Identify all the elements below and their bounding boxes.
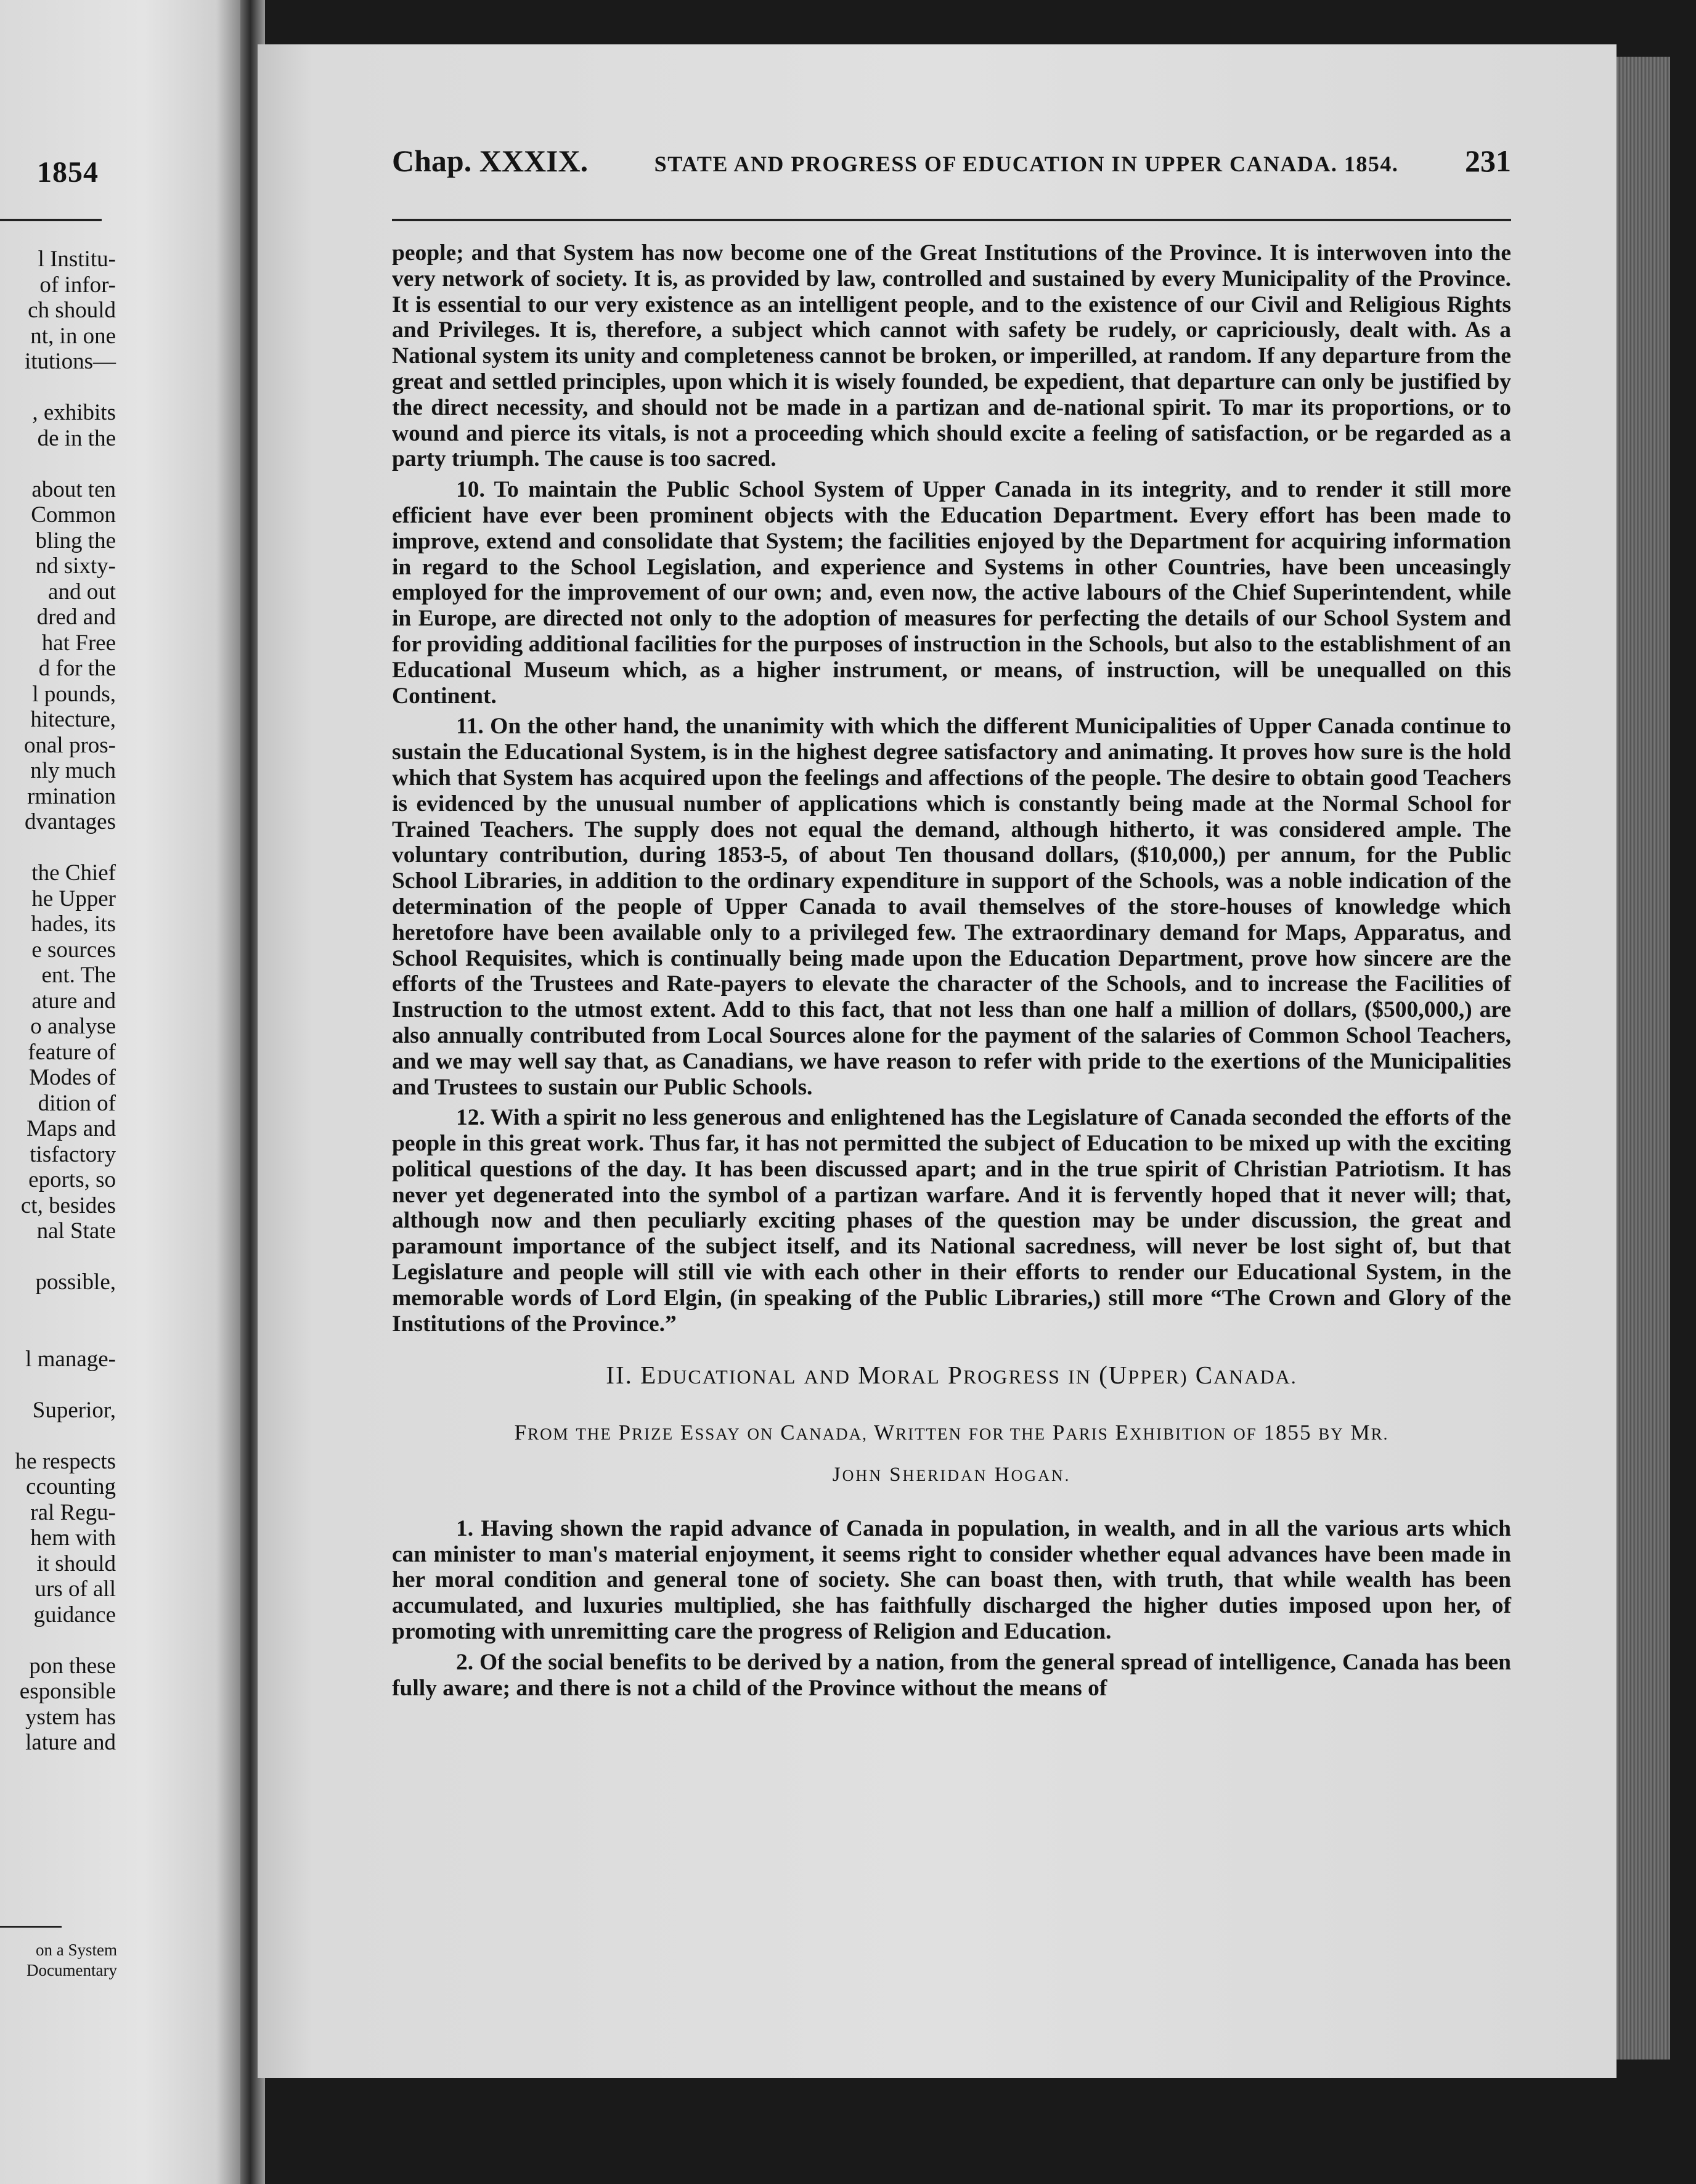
previous-page-line: he Upper (31, 886, 116, 911)
previous-page-line: urs of all (35, 1576, 116, 1602)
heading-word-rest: XHIBITION (1129, 1425, 1227, 1444)
heading-word-rest: RIZE (632, 1425, 674, 1444)
previous-page-line: d for the (38, 656, 116, 681)
heading-word-rest: THE (576, 1425, 612, 1444)
previous-page-footnote-rule (0, 1926, 62, 1928)
previous-page-line: dition of (38, 1090, 116, 1116)
heading-word (948, 1361, 1061, 1389)
heading-word-initial: C (1195, 1361, 1214, 1390)
heading-word-rest: R. (1371, 1425, 1389, 1444)
heading-word-initial: M (858, 1361, 882, 1390)
paragraph-s1: 1. Having shown the rapid advance of Canada in population, in wealth, and in all the various arts which can minister to man's material enjoyment, it seems right to consider whether equal advances have been made in her moral condition and general tone of society. She can boast then, with truth, that while wealth has been accumulated, and luxuries multiplied, she has faithfully discharged the higher duties imposed upon her, of promoting with unremitting care the progress of Religion and Education. (392, 1515, 1511, 1645)
previous-page-line: dvantages (25, 809, 116, 834)
section-subheading (392, 1420, 1511, 1448)
heading-word-rest: PPER) (1128, 1366, 1188, 1388)
heading-word (515, 1420, 569, 1444)
heading-word-initial: P (1052, 1420, 1066, 1445)
previous-page-line: hat Free (41, 630, 116, 656)
heading-word-initial: C (780, 1420, 796, 1445)
heading-word (1263, 1420, 1311, 1444)
paragraph-10: 10. To maintain the Public School System of Upper Canada in its integrity, and to render it still more efficient have ever been prominent objects with the Education Department. Every effort has been made to improve, extend and consolidate that System; the facilities enjoyed by the Department for acquiring information in regard to the School Legislation, and experience and Systems in other Countries, have been unceasingly employed for the improvement of our own; and, even now, the active labours of the Chief Superintendent, while in Europe, are directed not only to the adoption of measures for perfecting the details of our School System and for providing additional facilities for the purposes of instruction in the Schools, but also to the establishment of an Educational Museum which, as a higher instrument, or means, of instruction, will be unequalled on this Continent. (392, 477, 1511, 709)
previous-page-line (0, 1423, 116, 1449)
heading-word-initial: E (680, 1420, 695, 1445)
previous-page-fragment (0, 0, 240, 2184)
heading-word (804, 1361, 850, 1389)
previous-page-line: l Institu- (38, 247, 116, 272)
previous-page-line (0, 1628, 116, 1653)
previous-page-line (0, 1372, 116, 1398)
previous-page-line: , exhibits (32, 400, 116, 425)
previous-page-line: hem with (30, 1525, 116, 1550)
heading-word (1068, 1361, 1091, 1389)
previous-page-line: nal State (36, 1218, 116, 1244)
header-rule (392, 219, 1511, 221)
heading-word (1233, 1420, 1257, 1444)
heading-word-rest: ON (747, 1425, 774, 1444)
heading-word (1196, 1361, 1297, 1389)
previous-page-line: the Chief (31, 860, 116, 886)
previous-page-line: ral Regu- (30, 1499, 116, 1525)
heading-word (780, 1420, 868, 1444)
running-header (392, 143, 1511, 179)
previous-page-text (0, 247, 116, 1756)
previous-page-line: l manage- (25, 1346, 116, 1372)
heading-word-rest: IN (1068, 1366, 1091, 1388)
heading-word-initial: P (948, 1361, 963, 1390)
heading-word (1350, 1420, 1388, 1444)
previous-page-line: bling the (35, 528, 116, 553)
previous-page-line: pon these (29, 1653, 116, 1679)
heading-word (1053, 1420, 1109, 1444)
heading-word-rest: OF (1233, 1425, 1257, 1444)
previous-page-line: lature and (25, 1730, 116, 1755)
heading-word-initial: 1855 (1263, 1420, 1312, 1445)
previous-page-line: it should (36, 1550, 116, 1576)
section-numeral: II. (606, 1361, 633, 1390)
heading-word (680, 1420, 741, 1444)
heading-word-rest: OGAN. (1011, 1467, 1071, 1485)
paragraph-continued: people; and that System has now become one of the Great Institutions of the Province. It is interwoven into the very network of society. It is, as provided by law, controlled and sustained by every Municipality of the Province. It is essential to our very existence as an intelligent people, and to the existence of our Civil and Religious Rights and Privileges. It is, therefore, a subject which cannot with safety be rudely, or capriciously, dealt with. As a National system its unity and completeness cannot be broken, or imperilled, at random. If any departure from the great and settled principles, upon which it is wisely founded, be expedient, that departure can only be justified by the direct necessity, and should not be made in a partizan and de-national spirit. To mar its proportions, or to wound and pierce its vitals, is not a proceeding which should excite a feeling of satisfaction, or be regarded as a party triumph. The cause is too sacred. (392, 240, 1511, 472)
heading-word-rest: BY (1318, 1425, 1344, 1444)
previous-page-line: hades, its (31, 911, 116, 937)
heading-word-rest: FOR THE (968, 1425, 1046, 1444)
heading-word-initial: J (832, 1464, 842, 1486)
previous-page-footnote (0, 1940, 117, 1981)
previous-page-line: hitecture, (30, 707, 116, 732)
previous-page-line: ature and (31, 988, 116, 1014)
previous-page-line: dred and (36, 605, 116, 630)
previous-page-line: itutions— (24, 349, 116, 374)
paragraph-11: 11. On the other hand, the unanimity with which the different Municipalities of Upper Canada continue to sustain the Educational System, is in the highest degree satisfactory and animating. It proves how sure is the hold which that System has acquired upon the feelings and affections of the people. The desire to obtain good Teachers is evidenced by the unusual number of applications which is constantly being made at the Normal School for Trained Teachers. The supply does not equal the demand, although hitherto, it was considered ample. The voluntary contribution, during 1853-5, of about Ten thousand dollars, ($10,000,) per annum, for the Public School Libraries, in addition to the ordinary expenditure in support of the Schools, was a noble indication of the determination of the people of Upper Canada to avail themselves of the store-houses of knowledge which heretofore have been available only to a privileged few. The extraordinary demand for Maps, Apparatus, and School Requisites, which is continually being made upon the Education Department, prove how sincere are the efforts of the Trustees and Rate-payers to elevate the character of the Schools, and to increase the Facilities of Instruction to the utmost extent. Add to this fact, that not less than one half a million of dollars, ($500,000,) are also annually contributed from Local Sources alone for the payment of the salaries of Common School Teachers, and we may well say that, as Canadians, we have reason to refer with pride to the exertions of the Municipalities and Trustees to sustain our Public Schools. (392, 714, 1511, 1100)
heading-word (969, 1420, 1046, 1444)
previous-page-header: 1854 (37, 156, 99, 189)
previous-page-line: ystem has (25, 1704, 116, 1730)
footnote-line: on a System (36, 1941, 117, 1959)
previous-page-line: he respects (15, 1448, 116, 1474)
previous-page-line: and out (48, 579, 116, 605)
heading-word-initial: S (889, 1464, 903, 1486)
page-number: 231 (1464, 144, 1511, 178)
previous-page-line (0, 375, 116, 401)
previous-page-line: possible, (35, 1269, 116, 1295)
paragraph-12: 12. With a spirit no less generous and enlightened has the Legislature of Canada seconded the efforts of the people in this great work. Thus far, it has not permitted the subject of Education to be mixed up with the exciting political questions of the day. It has been discussed apart; and in the true spirit of Christian Patriotism. It has never yet degenerated into the symbol of a partizan warfare. And it is fervently hoped that it never will; that, although now and then peculiarly exciting phases of the question may be under discussion, the great and paramount importance of the subject itself, and its National sacredness, will never be lost sight of, but that Legislature and people will still vie with each other in their efforts to render our Educational System, in the memorable words of Lord Elgin, (in speaking of the Public Libraries,) still more “The Crown and Glory of the Institutions of the Province.” (392, 1105, 1511, 1337)
heading-word (1115, 1420, 1227, 1444)
heading-word-rest: SSAY (695, 1425, 741, 1444)
paragraph-s2: 2. Of the social benefits to be derived by a nation, from the general spread of intelligence, Canada has been fully aware; and there is not a child of the Province without the means of (392, 1649, 1511, 1701)
heading-word (833, 1464, 883, 1486)
previous-page-line: nly much (30, 758, 116, 783)
previous-page-line: rmination (27, 783, 116, 809)
heading-word-rest: ARIS (1066, 1425, 1109, 1444)
previous-page-line (0, 451, 116, 477)
previous-page-line: Common (31, 502, 116, 528)
heading-word-initial: (U (1099, 1361, 1128, 1390)
previous-page-line: ct, besides (20, 1192, 116, 1218)
heading-word-initial: M (1350, 1420, 1371, 1445)
heading-word-rest: RITTEN (895, 1425, 963, 1444)
section-heading (392, 1363, 1511, 1390)
heading-word-initial: F (514, 1420, 528, 1445)
heading-word (619, 1420, 674, 1444)
heading-word (1318, 1420, 1344, 1444)
previous-page-line: nt, in one (30, 323, 116, 349)
heading-word (640, 1361, 796, 1389)
heading-word-rest: ANADA. (1213, 1366, 1297, 1388)
previous-page-line: tisfactory (30, 1141, 116, 1167)
previous-page-line: of infor- (39, 272, 116, 298)
previous-page-line: Superior, (32, 1397, 116, 1423)
footnote-line: Documentary (26, 1961, 117, 1979)
previous-page-line: e sources (31, 937, 116, 963)
previous-page-line: ccounting (26, 1474, 116, 1499)
previous-page-line: nd sixty- (35, 553, 116, 579)
previous-page-line: Maps and (26, 1116, 116, 1141)
running-title: STATE AND PROGRESS OF EDUCATION IN UPPER CANADA. 1854. (654, 152, 1399, 176)
heading-word-rest: ANADA, (796, 1425, 868, 1444)
page-body (392, 240, 1511, 1706)
heading-word-initial: E (1115, 1420, 1130, 1445)
previous-page-line: esponsible (19, 1679, 116, 1704)
previous-page-line (0, 1321, 116, 1347)
previous-page-line: eports, so (28, 1167, 116, 1192)
previous-page-line (0, 835, 116, 861)
heading-word-rest: AND (804, 1366, 850, 1388)
chapter-label: Chap. XXXIX. (392, 144, 589, 178)
heading-word (874, 1420, 962, 1444)
heading-word-rest: HERIDAN (902, 1467, 988, 1485)
previous-page-line: l pounds, (32, 681, 116, 707)
previous-page-line: feature of (28, 1039, 116, 1065)
previous-page-line (0, 1295, 116, 1321)
page (258, 44, 1616, 2078)
heading-word-initial: E (640, 1361, 658, 1390)
previous-page-line: Modes of (29, 1065, 116, 1090)
section-author (392, 1462, 1511, 1489)
heading-word-initial: W (874, 1420, 896, 1445)
heading-word (995, 1464, 1070, 1486)
heading-word-rest: DUCATIONAL (657, 1366, 797, 1388)
previous-page-line: ent. The (41, 963, 116, 988)
previous-page-line: about ten (31, 476, 116, 502)
previous-page-line: onal pros- (24, 732, 116, 758)
previous-page-line: o analyse (30, 1014, 116, 1039)
heading-word-rest: ROGRESS (963, 1366, 1061, 1388)
previous-page-line: de in the (37, 425, 116, 451)
heading-word-rest: OHN (842, 1467, 883, 1485)
heading-word-initial: H (994, 1464, 1011, 1486)
page-edges (1616, 57, 1670, 2060)
heading-word-rest: ORAL (881, 1366, 940, 1388)
previous-page-line: guidance (33, 1602, 116, 1628)
previous-page-line: ch should (28, 298, 116, 323)
heading-word (858, 1361, 940, 1389)
previous-page-header-rule (0, 219, 102, 221)
heading-word (748, 1420, 774, 1444)
heading-word-rest: ROM (528, 1425, 569, 1444)
heading-word (889, 1464, 987, 1486)
previous-page-line (0, 1244, 116, 1270)
heading-word (1099, 1361, 1188, 1389)
heading-word (576, 1420, 611, 1444)
heading-word-initial: P (618, 1420, 632, 1445)
